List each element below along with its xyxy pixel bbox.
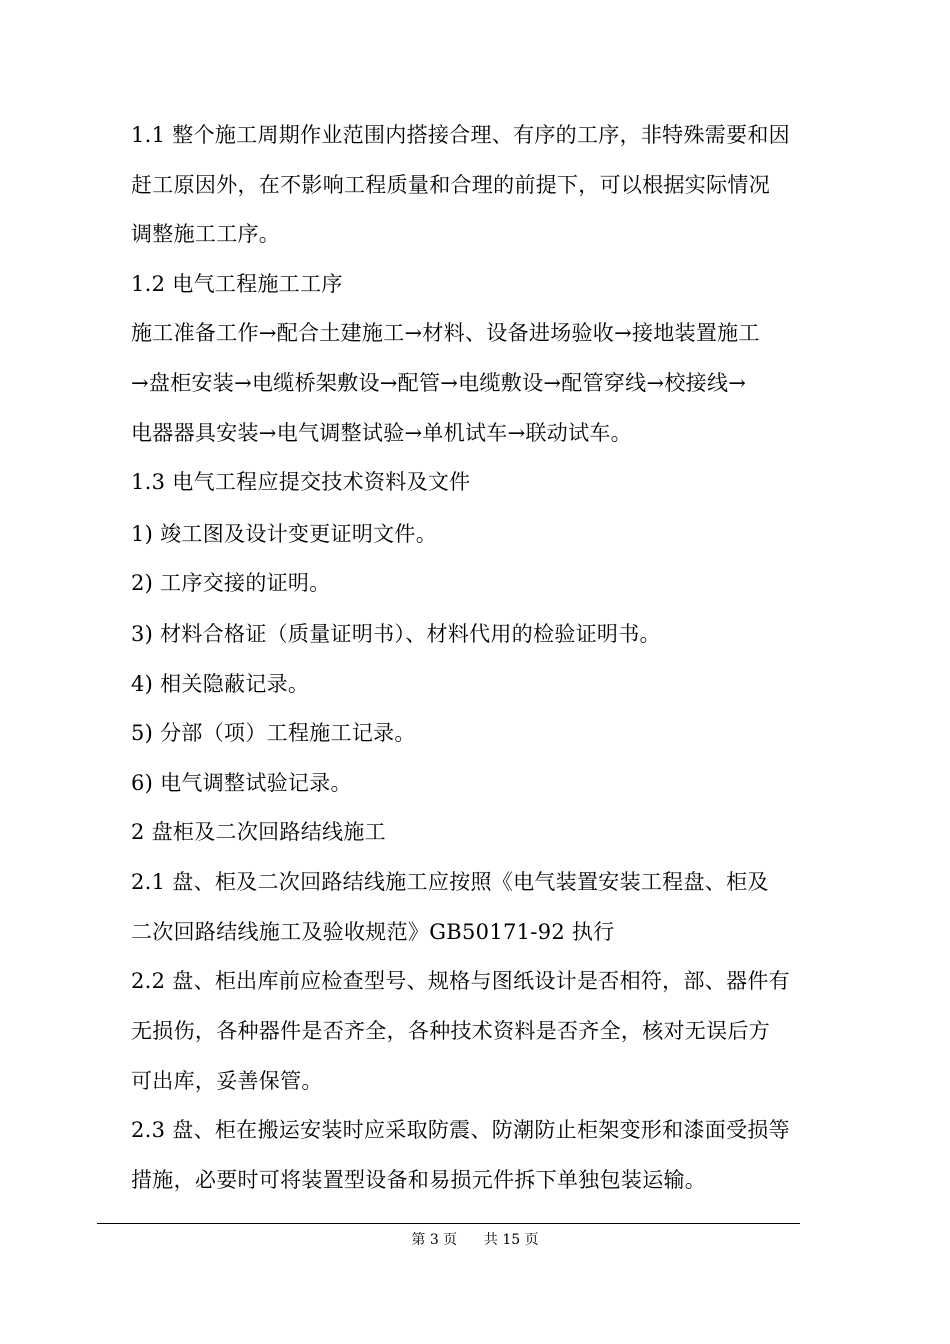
- text-line-2-3-a: 2.3 盘、柜在搬运安装时应采取防震、防潮防止柜架变形和漆面受损等: [131, 1118, 790, 1142]
- text-line-2-1-b: 二次回路结线施工及验收规范》GB50171-92 执行: [131, 920, 615, 944]
- list-item-5: 5) 分部（项）工程施工记录。: [131, 721, 416, 745]
- footer-divider: [97, 1223, 800, 1224]
- text-line-2-1-a: 2.1 盘、柜及二次回路结线施工应按照《电气装置安装工程盘、柜及: [131, 870, 769, 894]
- text-line-2-3-b: 措施，必要时可将装置型设备和易损元件拆下单独包装运输。: [131, 1168, 707, 1192]
- list-item-3: 3) 材料合格证（质量证明书）、材料代用的检验证明书。: [131, 622, 661, 646]
- list-item-2: 2) 工序交接的证明。: [131, 571, 331, 595]
- heading-1-3: 1.3 电气工程应提交技术资料及文件: [131, 470, 471, 494]
- text-line-process-a: 施工准备工作→配合土建施工→材料、设备进场验收→接地装置施工: [131, 321, 760, 345]
- heading-2: 2 盘柜及二次回路结线施工: [131, 820, 386, 844]
- list-item-6: 6) 电气调整试验记录。: [131, 771, 352, 795]
- text-line-1-1-a: 1.1 整个施工周期作业范围内搭接合理、有序的工序，非特殊需要和因: [131, 123, 790, 147]
- heading-1-2: 1.2 电气工程施工工序: [131, 272, 343, 296]
- text-line-process-b: →盘柜安装→电缆桥架敷设→配管→电缆敷设→配管穿线→校接线→: [131, 371, 747, 395]
- text-line-2-2-b: 无损伤，各种器件是否齐全，各种技术资料是否齐全，核对无误后方: [131, 1019, 770, 1043]
- text-line-process-c: 电器器具安装→电气调整试验→单机试车→联动试车。: [131, 421, 632, 445]
- list-item-1: 1) 竣工图及设计变更证明文件。: [131, 522, 438, 546]
- page-number-footer: 第 3 页 共 15 页: [411, 1232, 539, 1248]
- text-line-1-1-c: 调整施工工序。: [131, 222, 281, 246]
- list-item-4: 4) 相关隐蔽记录。: [131, 672, 310, 696]
- text-line-1-1-b: 赶工原因外，在不影响工程质量和合理的前提下，可以根据实际情况: [131, 173, 770, 197]
- text-line-2-2-a: 2.2 盘、柜出库前应检查型号、规格与图纸设计是否相符，部、器件有: [131, 969, 790, 993]
- text-line-2-2-c: 可出库，妥善保管。: [131, 1069, 323, 1093]
